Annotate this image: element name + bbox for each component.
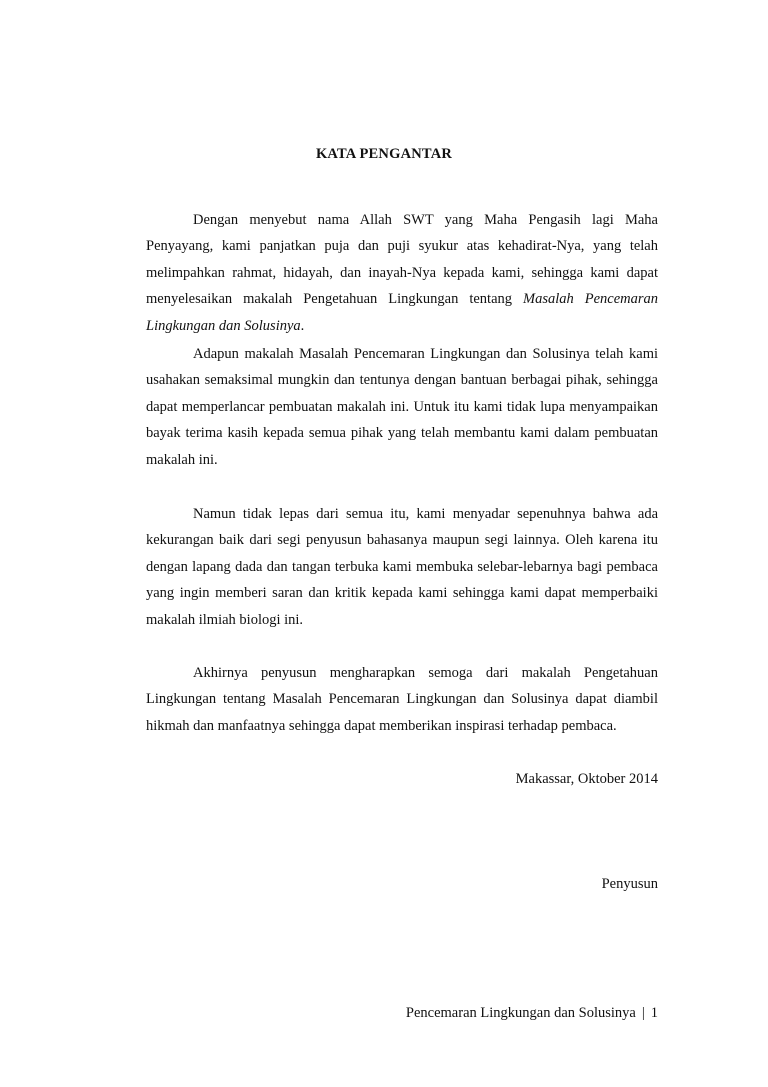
paragraph-1-italic-title: Masalah Pencemaran Lingkungan dan Solusinya (146, 291, 659, 334)
page-number: 1 (650, 1005, 658, 1021)
page-title: KATA PENGANTAR (315, 146, 453, 162)
paragraph-1-text: Dengan menyebut nama Allah SWT yang Maha Pengasih lagi Maha Penyayang, kami panjatkan puja dan puji syukur atas kehadirat-Nya, yang telah melimpahkan rahmat, hidayah, dan inayah-Nya kepada kami, sehingga kami dapat menyelesaikan makalah Pengetahuan Lingkungan tentang (146, 212, 658, 308)
paragraph-4: Akhirnya penyusun mengharapkan semoga dari makalah Pengetahuan Lingkungan tentang Masalah Pencemaran Lingkungan dan Solusinya dapat diambil hikmah dan manfaatnya sehingga dapat memberikan inspirasi terhadap pembaca. (146, 665, 658, 734)
page-footer (406, 1005, 658, 1022)
paragraph-3: Namun tidak lepas dari semua itu, kami menyadar sepenuhnya bahwa ada kekurangan baik dari segi penyusun bahasanya maupun segi lainnya. Oleh karena itu dengan lapang dada dan tangan terbuka kami membuka selebar-lebarnya bagi pembaca yang ingin memberi saran dan kritik kepada kami sehingga kami dapat memperbaiki makalah ilmiah biologi ini. (146, 506, 658, 628)
paragraph-2: Adapun makalah Masalah Pencemaran Lingkungan dan Solusinya telah kami usahakan semaksimal mungkin dan tentunya dengan bantuan berbagai pihak, sehingga dapat memperlancar pembuatan makalah ini. Untuk itu kami tidak lupa menyampaikan bayak terima kasih kepada semua pihak yang telah membantu kami dalam pembuatan makalah ini. (146, 346, 658, 468)
author-signature: Penyusun (601, 876, 658, 892)
place-date: Makassar, Oktober 2014 (515, 771, 658, 787)
paragraph-1-end: . (300, 317, 305, 334)
footer-label: Pencemaran Lingkungan dan Solusinya (405, 1005, 636, 1021)
paragraph-1 (146, 207, 658, 339)
footer-separator: | (641, 1005, 645, 1021)
